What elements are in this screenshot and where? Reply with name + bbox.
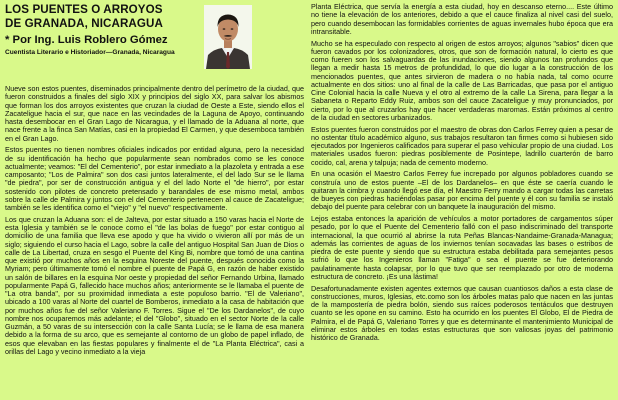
author-photo	[204, 5, 252, 69]
article-paragraph: Estos puentes no tienen nombres oficiales indicados por entidad alguna, pero la necesidad de su identificación ha hecho que popularmente sean nombrados como se les conoce actualmente; veamos: "El del Cementerio", por estar inmediato a la plazoleta y entrada a ese camposanto; "Los de Palmira" son dos casi juntos lateralmente, el del lado Sur se le llama "de piedra", por ser de construcción antigua y el del lado Norte el "de hierro", por estar sostenido con pilotes de concreto pretensado y barandales de ese mismo metal, ambos sobre la calle de Palmira y juntos con el del Cementerio pertenecen al cauce de Zacateligue; también se les identifica como el "viejo" y "el nuevo" respectivamente.	[5, 145, 304, 212]
article-header	[5, 3, 304, 85]
article-title-line-1: LOS PUENTES O ARROYOS	[5, 3, 163, 16]
article-paragraph: Planta Eléctrica, que servía la energía a esta ciudad, hoy en descanso eterno.... Este último no tiene la elevación de los anteriores, debido a que el cauce finaliza al nivel casi del suelo, pero cuando desembocan las formidables corrientes de aguas invernales hubo época que era intransitable.	[311, 2, 613, 36]
article-paragraph: En una ocasión el Maestro Carlos Ferrey fue increpado por algunos pobladores cuando se construía uno de estos puente –El de los Dardanelos– en que éste se caería cuando le quitaran la cimbra y cuando llegó ese día, el Maestro Ferry mando a cargar todas las carretas de bueyes con piedras haciéndolas pasar por encima del puente y él con su familia se instaló debajo del puente para celebrar con un banquete la inauguración del mismo.	[311, 169, 613, 212]
right-column	[311, 3, 613, 346]
author-byline: * Por Ing. Luis Roblero Gómez	[5, 34, 168, 46]
author-role: Cuentista Literario e Historiador—Granada, Nicaragua	[5, 49, 175, 56]
article-paragraph: Nueve son estos puentes, diseminados principalmente dentro del perímetro de la ciudad, que fueron construidos a finales del siglo XIX y principios del siglo XX, para salvar los abismos que forman los dos arroyos existentes que cruzan la ciudad de Oeste a Este, siendo ellos el Zacateligue hacia el sur, que nace en las vecindades de la Laguna de Apoyo, continuando hasta desembocar en el Gran Lago de Nicaragua, y el llamado de la Aduana al norte, que nace frente a la finca San Matías, casi en la propiedad El Carmen, y que desemboca también en el Gran Lago.	[5, 84, 304, 143]
article-paragraph: Desafortunadamente existen agentes externos que causan cuantiosos daños a esta clase de construcciones, muros, Iglesias, etc.como son los árboles matas palo que nacen en las juntas de la mampostería de piedra bolón, siendo sus raíces poderosos tentáculos que destruyen cuanto se les opone en su camino. Esto ha ocurrido en los puentes El Globo, El de Piedra de Palmira, el de Papá G, Valeriano Torres y que es determinante el mantenimiento Municipal de eliminar estos árboles en todas estas estructuras que son valiosas joyas del patrimonio histórico de Granada.	[311, 283, 613, 342]
left-column	[5, 3, 304, 360]
article-paragraph: Los que cruzan la Aduana son: el de Jalteva, por estar situado a 150 varas hacia el Norte de esta Iglesia y también se le conoce como el "de las bolas de fuego" por estar contiguo al domicilio de una familia que lleva ese apodo y que ha vivido o vivieron allí por más de un siglo; siguiendo el curso hacia el Lago, sobre la calle del antiguo Hospital San Juan de Dios o calle de La Libertad, cruza en sesgo el Puente del King Bi, nombre que tomó de una cantina que existió por muchos años en la esquina Noreste del puente, después conocida como la Myriam; pero últimamente tomó el nombre el puente de Papá G, en razón de haber existido un salón de billares en la esquina Nor oeste y propiedad del señor Fernando Urbina, llamado popularmente Papá G, fallecido hace muchos años; anteriormente se le llamaba el puente de "La otra banda", por su proximidad inmediata a este populoso barrio. "El de Valeriano", ubicado a 100 varas al Norte del cuartel de Bomberos, inmediato a la casa de habitación que por muchos años fue del señor Valeriano F. Torres. Sigue el "De los Dardanelos", de cuyo nombre nos ocuparemos más adelante; el del "Globo", situado en el sector Norte de la calle Guzmán, a 50 varas de su intersección con la calle Santa Lucía; se le llama de esa manera debido a la forma de su arco, que es semejante al contorno de un globo de papel inflado, de esos que elevaban en las fiestas populares y finalmente el de "La Planta Eléctrica", casi a orillas del Lago y vecino inmediato a la vieja	[5, 214, 304, 356]
article-paragraph: Lejos estaba entonces la aparición de vehículos a motor portadores de cargamentos súper pesado, por lo que el Puente del Cementerio falló con el paso indiscriminado del transporte internacional, la que ocurrió al abrirse la ruta Peñas Blancas-Nandaime-Granada-Managua; además las corrientes de aguas de los inviernos tenían socavadas las bases o estribos de piedra de este puente y siendo que su estructura estaba debilitada para semejantes pesos sufrió lo que los Ingenieros llaman "Fatiga" o sea el puente se fue deteriorando paulatinamente hasta colapsar, por lo que tuvo que ser reemplazado por otro de moderna estructura de concreto. ¡Es una lástima!	[311, 214, 613, 281]
article-paragraph: Mucho se ha especulado con respecto al origen de estos arroyos; algunos "sabios" dicen que fueron cavados por los colonizadores, otros, que son de formación natural, lo cierto es que como fueren son los salvaguardas de las inundaciones, siendo algunos tan profundos que llegan a medir hasta 15 metros de profundidad, lo que dio lugar a la construcción de los mencionados puentes, que antes sirvieron de madera o no había nada, tal como ocurre actualmente en dos sitios: uno al final de la calle de Las Barricadas, que pasa por el antiguo Cine Colonial hacia la calle Nueva y el otro al extremo de la calle La Sirena, para llegar a la Sabaneta o Reparto Eddy Ruiz, ambos son del cauce Zacateligue y muy pronunciados, por cierto, por lo que al cruzarlos hay que hacer verdaderas maromas. Están próximos al centro de la ciudad en sectores urbanizados.	[311, 38, 613, 122]
article-title-line-2: DE GRANADA, NICARAGUA	[5, 17, 163, 30]
article-paragraph: Estos puentes fueron construidos por el maestro de obras don Carlos Ferrey quien a pesar de no ostentar título académico alguno, sus trabajos resultaron tan firmes como si hubiesen sido ejecutados por Ingenieros calificados para superar el paso vehicular propio de una ciudad. Los materiales usados fueron: piedras posiblemente de Posintepe, ladrillo cuarterón de barro cocido, cal, arena y talpuja; nada de cemento moderno.	[311, 124, 613, 167]
author-portrait-image	[204, 5, 252, 69]
